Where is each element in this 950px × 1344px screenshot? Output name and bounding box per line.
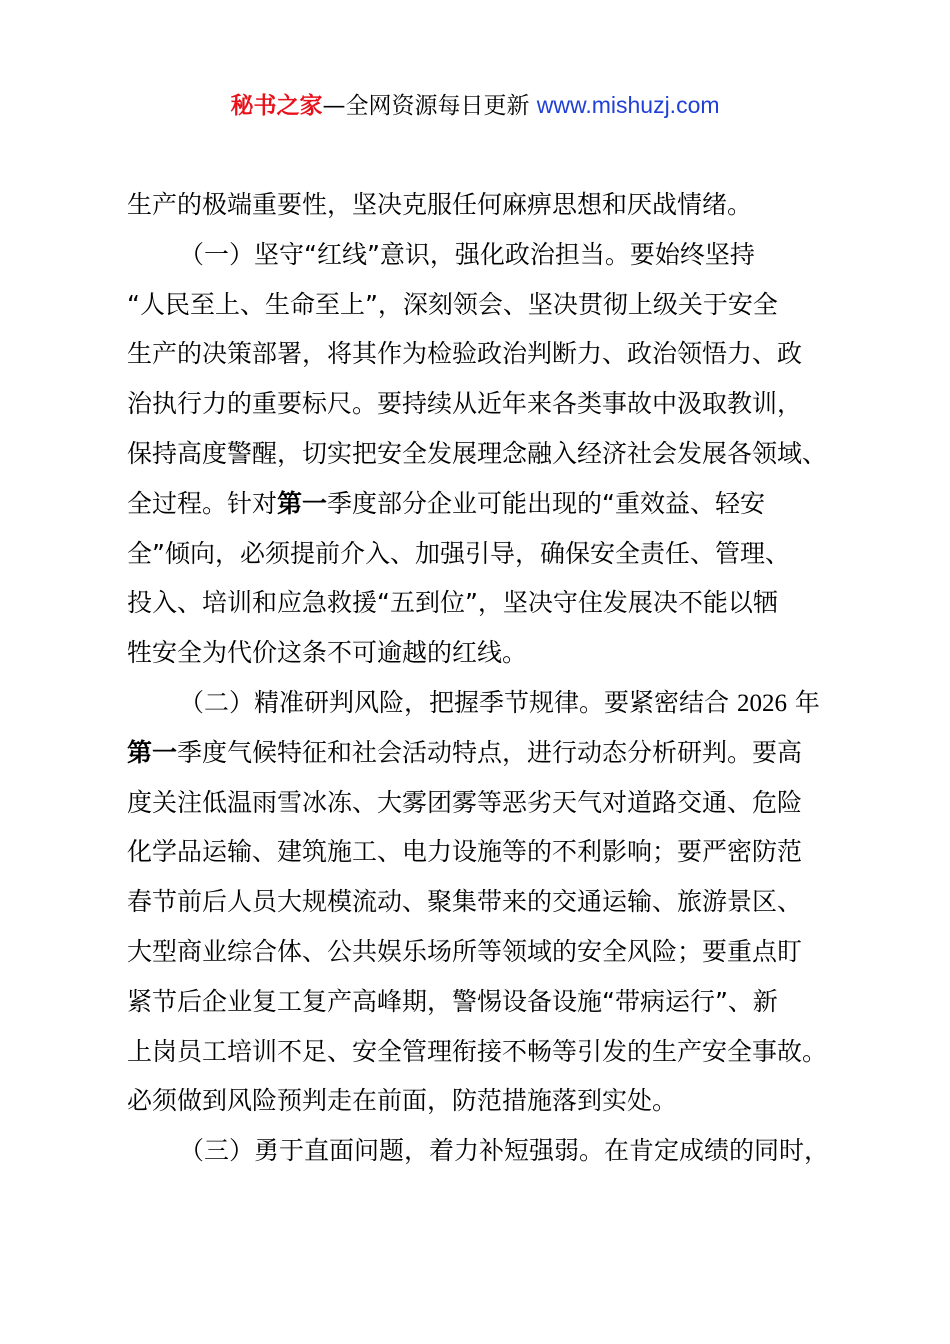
text-line: 上岗员工培训不足、安全管理衔接不畅等引发的生产安全事故。 (127, 1036, 828, 1066)
bold-text: 第一 (277, 488, 328, 518)
text-line: 春节前后人员大规模流动、聚集带来的交通运输、旅游景区、 (127, 887, 803, 917)
text-run: 季度部分企业可能出现的“重效益、轻安 (327, 488, 765, 518)
text-line: （三）勇于直面问题，着力补短强弱。在肯定成绩的同时， (179, 1136, 830, 1166)
text-line (127, 728, 847, 778)
text-line (127, 479, 847, 529)
text-run: 季度气候特征和社会活动特点，进行动态分析研判。要高 (177, 737, 803, 767)
text-line: 治执行力的重要标尺。要持续从近年来各类事故中汲取教训， (127, 389, 803, 419)
text-run: 全过程。针对 (127, 488, 278, 518)
text-line: 大型商业综合体、公共娱乐场所等领域的安全风险；要重点盯 (127, 936, 803, 966)
page-header (0, 88, 950, 123)
bold-text: 第一 (127, 737, 178, 767)
text-line: 全”倾向，必须提前介入、加强引导，确保安全责任、管理、 (127, 538, 790, 568)
text-line: 度关注低温雨雪冰冻、大雾团雾等恶劣天气对道路交通、危险 (127, 787, 803, 817)
year-number: 2026 (736, 689, 787, 717)
text-line: 化学品运输、建筑施工、电力设施等的不利影响；要严密防范 (127, 837, 803, 867)
text-line: 紧节后企业复工复产高峰期，警惕设备设施“带病运行”、新 (127, 986, 778, 1016)
text-run: （二）精准研判风险，把握季节规律。要紧密结合 (179, 687, 737, 717)
text-line (127, 678, 847, 728)
text-line: 牲安全为代价这条不可逾越的红线。 (127, 638, 528, 668)
text-line: 生产的极端重要性，坚决克服任何麻痹思想和厌战情绪。 (127, 190, 753, 219)
text-line: 生产的决策部署，将其作为检验政治判断力、政治领悟力、政 (127, 339, 803, 369)
text-line: “人民至上、生命至上”，深刻领会、坚决贯彻上级关于安全 (127, 289, 778, 319)
text-run: 年 (786, 687, 820, 717)
brand-name: 秘书之家 (230, 93, 323, 119)
document-body (127, 180, 847, 1176)
text-line: 投入、培训和应急救援“五到位”，坚决守住发展决不能以牺 (127, 588, 778, 618)
text-line: （一）坚守“红线”意识，强化政治担当。要始终坚持 (179, 239, 755, 269)
text-line: 保持高度警醒，切实把安全发展理念融入经济社会发展各领域、 (127, 438, 828, 468)
text-line: 必须做到风险预判走在前面，防范措施落到实处。 (127, 1086, 678, 1116)
site-url-link[interactable]: www.mishuzj.com (536, 92, 720, 118)
header-tagline: —全网资源每日更新 (322, 93, 537, 119)
